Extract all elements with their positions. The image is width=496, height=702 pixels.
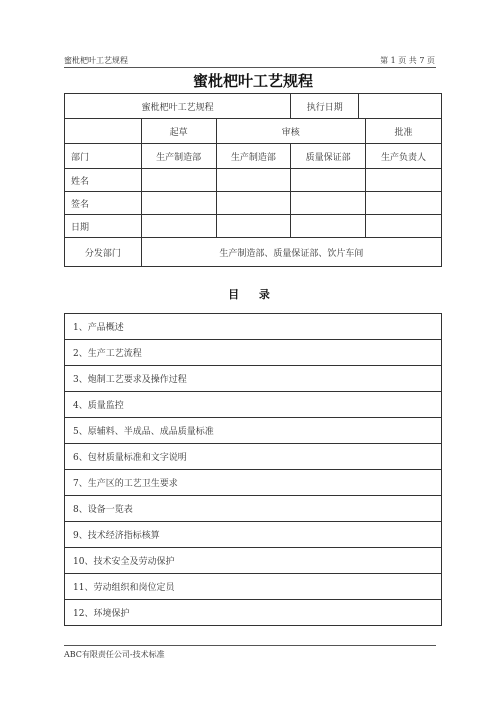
date-cell[interactable] bbox=[291, 215, 366, 238]
dept-row bbox=[65, 144, 442, 169]
row-label-distribute: 分发部门 bbox=[65, 238, 142, 267]
name-cell[interactable] bbox=[366, 169, 442, 192]
date-cell[interactable] bbox=[141, 215, 216, 238]
toc-item bbox=[65, 574, 442, 600]
toc-item-label[interactable]: 11、劳动组织和岗位定员 bbox=[65, 574, 442, 600]
toc-item-label[interactable]: 6、包材质量标准和文字说明 bbox=[65, 444, 442, 470]
footer-divider bbox=[64, 645, 436, 646]
toc-item bbox=[65, 444, 442, 470]
toc-item-label[interactable]: 7、生产区的工艺卫生要求 bbox=[65, 470, 442, 496]
col-approve: 批准 bbox=[366, 119, 442, 144]
row-label-dept: 部门 bbox=[65, 144, 142, 169]
sign-row bbox=[65, 192, 442, 215]
toc-item-label[interactable]: 2、生产工艺流程 bbox=[65, 340, 442, 366]
toc-item bbox=[65, 340, 442, 366]
toc-item bbox=[65, 496, 442, 522]
name-cell[interactable] bbox=[216, 169, 291, 192]
exec-date-cell bbox=[291, 94, 442, 119]
blank-cell bbox=[65, 119, 142, 144]
exec-date-value bbox=[359, 94, 441, 118]
toc-item-label[interactable]: 3、炮制工艺要求及操作过程 bbox=[65, 366, 442, 392]
toc-item-label[interactable]: 12、环境保护 bbox=[65, 600, 442, 626]
toc-item-label[interactable]: 4、质量监控 bbox=[65, 392, 442, 418]
header-doc-name: 蜜枇杷叶工艺规程 bbox=[64, 56, 128, 65]
toc-item bbox=[65, 548, 442, 574]
dept-draft: 生产制造部 bbox=[141, 144, 216, 169]
document-title: 蜜枇杷叶工艺规程 bbox=[192, 72, 313, 90]
toc-title: 目 录 bbox=[228, 288, 278, 301]
approval-table bbox=[64, 93, 442, 267]
sign-cell[interactable] bbox=[216, 192, 291, 215]
toc-item-label[interactable]: 5、原辅料、半成品、成品质量标准 bbox=[65, 418, 442, 444]
doc-row bbox=[65, 94, 442, 119]
sign-cell[interactable] bbox=[141, 192, 216, 215]
toc-item bbox=[65, 314, 442, 340]
col-review: 审核 bbox=[216, 119, 366, 144]
dept-review-1: 生产制造部 bbox=[216, 144, 291, 169]
exec-date-label: 执行日期 bbox=[291, 94, 359, 118]
sign-cell[interactable] bbox=[291, 192, 366, 215]
row-label-name: 姓名 bbox=[65, 169, 142, 192]
toc-table bbox=[64, 313, 442, 626]
row-label-date: 日期 bbox=[65, 215, 142, 238]
distribute-row bbox=[65, 238, 442, 267]
toc-item bbox=[65, 366, 442, 392]
col-draft: 起草 bbox=[141, 119, 216, 144]
page-footer: ABC有限责任公司-技术标准 bbox=[64, 650, 165, 659]
date-cell[interactable] bbox=[216, 215, 291, 238]
dept-review-2: 质量保证部 bbox=[291, 144, 366, 169]
toc-item-label[interactable]: 1、产品概述 bbox=[65, 314, 442, 340]
name-row bbox=[65, 169, 442, 192]
toc-item bbox=[65, 470, 442, 496]
doc-name-cell: 蜜枇杷叶工艺规程 bbox=[65, 94, 291, 119]
date-cell[interactable] bbox=[366, 215, 442, 238]
toc-item-label[interactable]: 9、技术经济指标核算 bbox=[65, 522, 442, 548]
header-page-number: 第 1 页 共 7 页 bbox=[380, 56, 435, 65]
sign-cell[interactable] bbox=[366, 192, 442, 215]
distribute-value: 生产制造部、质量保证部、饮片车间 bbox=[141, 238, 441, 267]
toc-item-label[interactable]: 8、设备一览表 bbox=[65, 496, 442, 522]
date-row bbox=[65, 215, 442, 238]
dept-approve: 生产负责人 bbox=[366, 144, 442, 169]
toc-item-label[interactable]: 10、技术安全及劳动保护 bbox=[65, 548, 442, 574]
toc-item bbox=[65, 418, 442, 444]
row-label-sign: 签名 bbox=[65, 192, 142, 215]
header-divider bbox=[64, 67, 436, 68]
toc-item bbox=[65, 600, 442, 626]
name-cell[interactable] bbox=[141, 169, 216, 192]
toc-item bbox=[65, 522, 442, 548]
toc-item bbox=[65, 392, 442, 418]
column-header-row bbox=[65, 119, 442, 144]
name-cell[interactable] bbox=[291, 169, 366, 192]
